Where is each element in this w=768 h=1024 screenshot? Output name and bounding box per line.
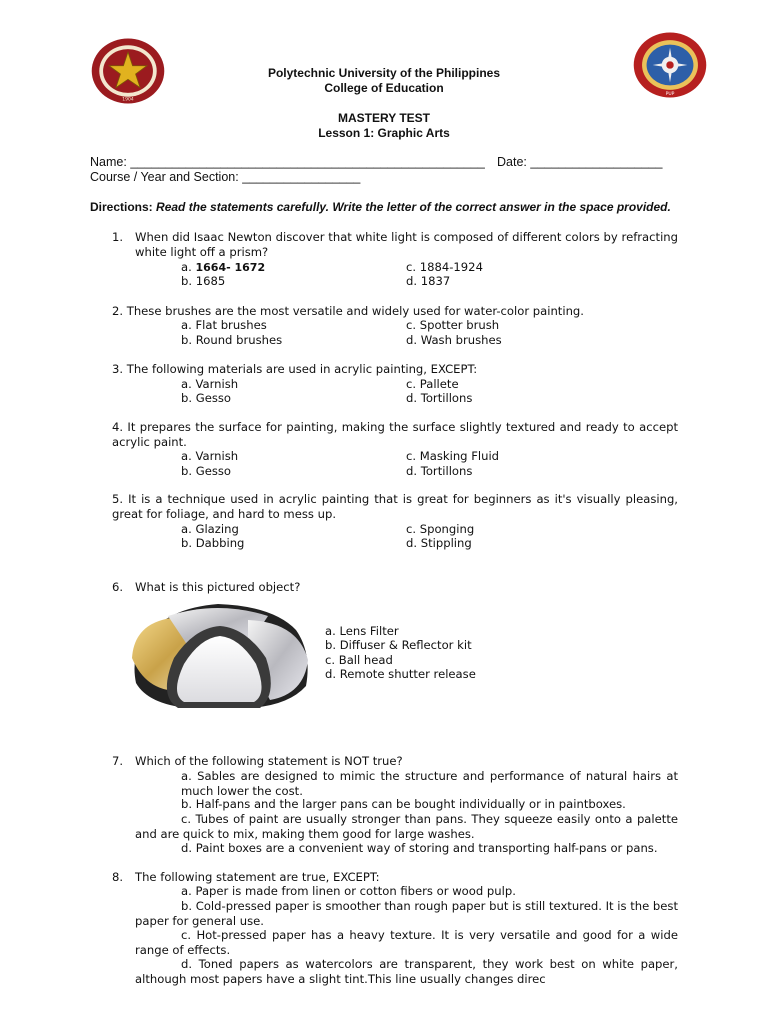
svg-text:1904: 1904 [122, 97, 134, 103]
question-text: 3. The following materials are used in acrylic painting, EXCEPT: [112, 362, 478, 376]
option-d[interactable]: d. Toned papers as watercolors are transparent, they work best on white paper, although most papers have a slight tint.This line usually changes direc [135, 957, 678, 986]
option-d[interactable]: d. Remote shutter release [325, 667, 476, 681]
option-a-bold-value: 1664- 1672 [195, 261, 266, 274]
question-text: 2. These brushes are the most versatile and widely used for water-color painting. [112, 304, 584, 318]
question-text: 5. It is a technique used in acrylic painting that is great for beginners as it's visually pleasing, great for foliage, and hard to mess up. [112, 492, 678, 521]
question-text: When did Isaac Newton discover that white light is composed of different colors by refracting white light off a prism? [135, 230, 678, 259]
option-c[interactable]: c. 1884-1924 [406, 260, 483, 274]
question-text: 4. It prepares the surface for painting, making the surface slightly textured and ready to accept acrylic paint. [112, 420, 678, 449]
option-a[interactable]: a. Flat brushes [181, 318, 267, 332]
option-b[interactable]: b. Dabbing [181, 536, 245, 550]
date-blank[interactable]: ___________________ [530, 155, 663, 169]
university-name: Polytechnic University of the Philippines [267, 66, 501, 80]
test-title: MASTERY TEST [337, 111, 430, 125]
directions-text: Read the statements carefully. Write the letter of the correct answer in the space provided. [156, 200, 671, 214]
name-label: Name: [90, 155, 127, 169]
option-a[interactable]: a. Glazing [181, 522, 239, 536]
lesson-title: Lesson 1: Graphic Arts [318, 126, 450, 140]
date-field[interactable] [497, 155, 662, 169]
option-c[interactable]: c. Hot-pressed paper has a heavy texture. It is very versatile and good for a wide range of effects. [135, 928, 678, 957]
option-b[interactable]: b. Gesso [181, 391, 232, 405]
option-a[interactable]: a. Sables are designed to mimic the structure and performance of natural hairs at much lower the cost. [181, 769, 678, 798]
question-text: What is this pictured object? [135, 580, 301, 594]
option-d[interactable]: d. 1837 [406, 274, 451, 288]
course-blank[interactable]: _________________ [242, 170, 361, 184]
option-b[interactable]: b. Cold-pressed paper is smoother than rough paper but is still textured. It is the best paper for general use. [135, 899, 678, 928]
option-c[interactable]: c. Pallete [406, 377, 459, 391]
option-c[interactable]: c. Ball head [325, 653, 393, 667]
option-c[interactable]: c. Spotter brush [406, 318, 500, 332]
option-d[interactable]: d. Wash brushes [406, 333, 502, 347]
question-text: The following statement are true, EXCEPT: [135, 870, 380, 884]
course-field[interactable] [90, 170, 360, 184]
question-number: 6. [112, 580, 124, 594]
option-d[interactable]: d. Tortillons [406, 391, 473, 405]
directions [90, 200, 671, 214]
option-c[interactable]: c. Tubes of paint are usually stronger than pans. They squeeze easily onto a palette and are quick to mix, making them good for large washes. [135, 812, 678, 841]
course-label: Course / Year and Section: [90, 170, 239, 184]
college-name: College of Education [324, 81, 444, 95]
reflector-kit-image [128, 598, 313, 713]
option-b[interactable]: b. Half-pans and the larger pans can be bought individually or in paintboxes. [181, 797, 626, 811]
option-c[interactable]: c. Sponging [406, 522, 475, 536]
option-a[interactable]: a. Varnish [181, 449, 239, 463]
question-text: Which of the following statement is NOT true? [135, 754, 403, 768]
option-a[interactable]: a. Varnish [181, 377, 239, 391]
option-a[interactable]: a. Paper is made from linen or cotton fibers or wood pulp. [181, 884, 516, 898]
option-d[interactable]: d. Paint boxes are a convenient way of storing and transporting half-pans or pans. [181, 841, 658, 855]
question-number: 7. [112, 754, 124, 768]
option-d[interactable]: d. Tortillons [406, 464, 473, 478]
svg-text:PUP: PUP [665, 92, 675, 98]
option-a[interactable]: a. 1664- 1672 [181, 260, 266, 274]
option-d[interactable]: d. Stippling [406, 536, 472, 550]
date-label: Date: [497, 155, 527, 169]
directions-label: Directions: [90, 200, 153, 214]
name-field[interactable] [90, 155, 485, 169]
option-b[interactable]: b. Diffuser & Reflector kit [325, 638, 472, 652]
question-number: 1. [112, 230, 124, 244]
option-c[interactable]: c. Masking Fluid [406, 449, 500, 463]
option-b[interactable]: b. Round brushes [181, 333, 283, 347]
option-a[interactable]: a. Lens Filter [325, 624, 399, 638]
option-b[interactable]: b. Gesso [181, 464, 232, 478]
question-number: 8. [112, 870, 124, 884]
option-b[interactable]: b. 1685 [181, 274, 226, 288]
name-blank[interactable]: ___________________________________________________ [130, 155, 485, 169]
